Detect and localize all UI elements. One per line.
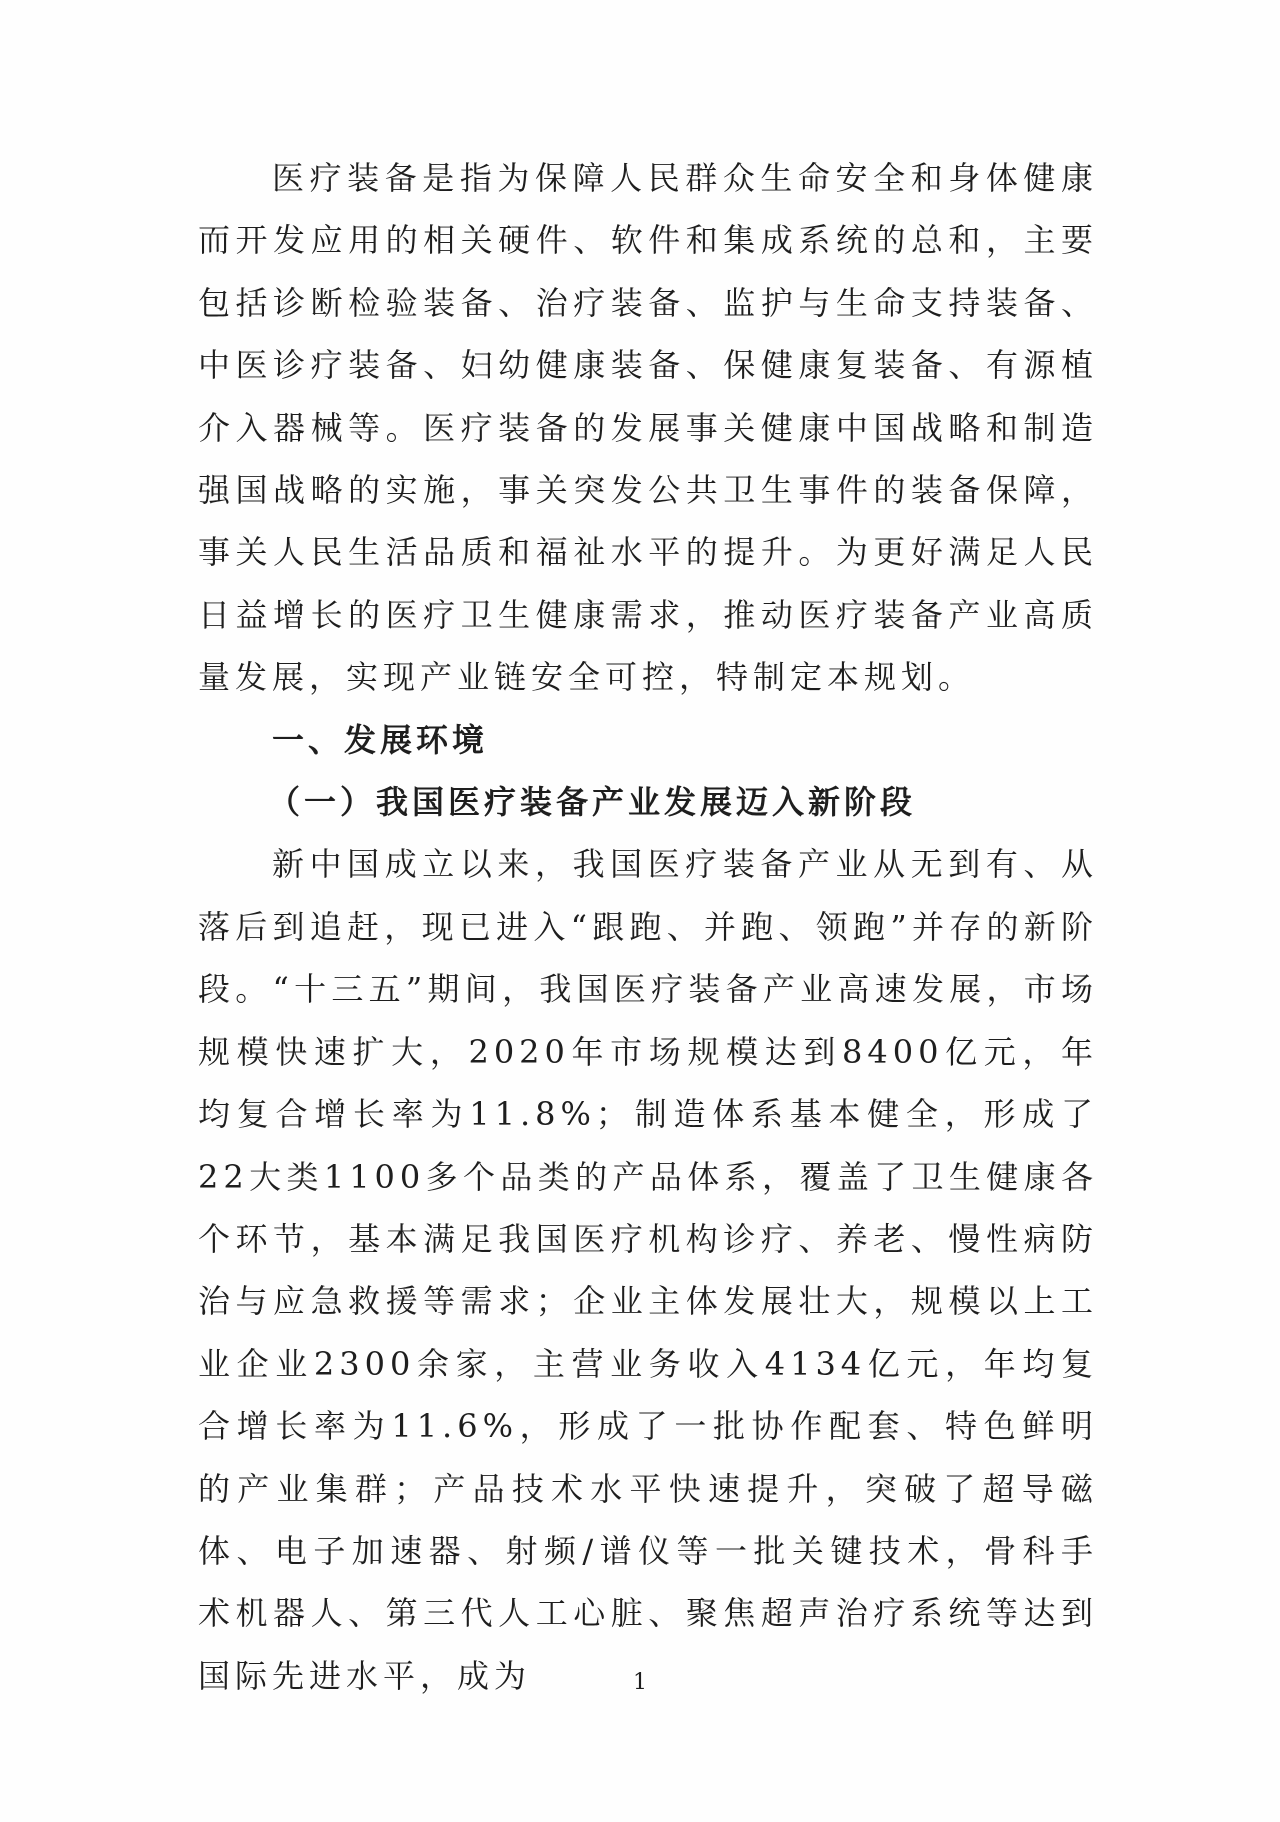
intro-paragraph: 医疗装备是指为保障人民群众生命安全和身体健康而开发应用的相关硬件、软件和集成系统的总和，主要包括诊断检验装备、治疗装备、监护与生命支持装备、中医诊疗装备、妇幼健康装备、保健康复装备、有源植介入器械等。医疗装备的发展事关健康中国战略和制造强国战略的实施，事关突发公共卫生事件的装备保障，事关人民生活品质和福祉水平的提升。为更好满足人民日益增长的医疗卫生健康需求，推动医疗装备产业高质量发展，实现产业链安全可控，特制定本规划。	[198, 159, 1098, 697]
subsection-heading: （一）我国医疗装备产业发展迈入新阶段	[268, 783, 917, 822]
body-paragraph: 新中国成立以来，我国医疗装备产业从无到有、从落后到追赶，现已进入“跟跑、并跑、领跑”并存的新阶段。“十三五”期间，我国医疗装备产业高速发展，市场规模快速扩大，2020年市场规模达到8400亿元，年均复合增长率为11.8%；制造体系基本健全，形成了22大类1100多个品类的产品体系，覆盖了卫生健康各个环节，基本满足我国医疗机构诊疗、养老、慢性病防治与应急救援等需求；企业主体发展壮大，规模以上工业企业2300余家，主营业务收入4134亿元，年均复合增长率为11.6%，形成了一批协作配套、特色鲜明的产业集群；产品技术水平快速提升，突破了超导磁体、电子加速器、射频/谱仪等一批关键技术，骨科手术机器人、第三代人工心脏、聚焦超声治疗系统等达到国际先进水平，成为	[198, 845, 1098, 1695]
page-number: 1	[633, 1670, 647, 1695]
section-heading: 一、发展环境	[272, 720, 489, 759]
page-content	[198, 147, 1098, 1707]
